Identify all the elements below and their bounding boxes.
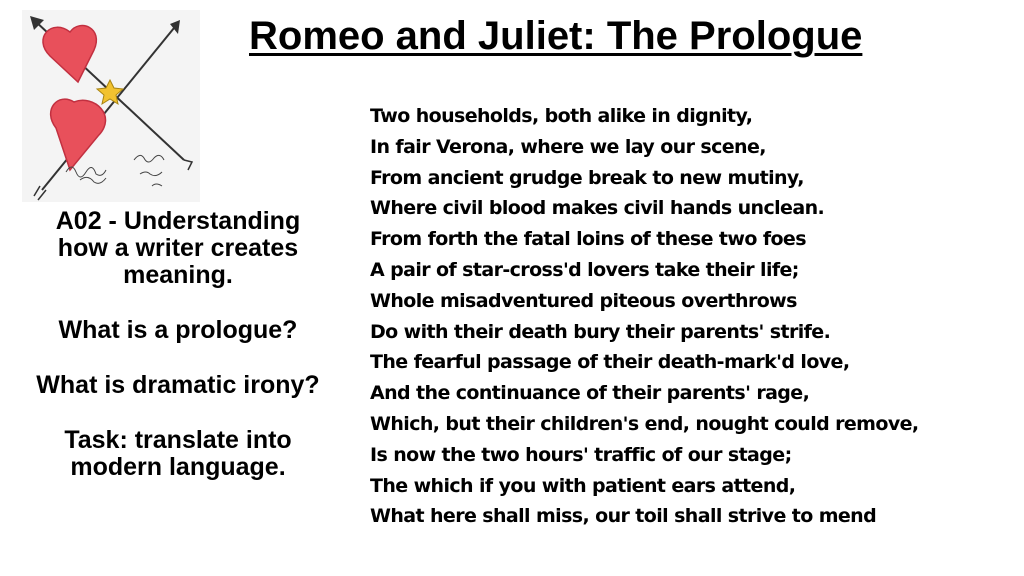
learning-objective: A02 - Understanding how a writer creates meaning. <box>55 207 301 289</box>
poem-line: Is now the two hours' traffic of our stage; <box>370 443 792 466</box>
poem-line: The which if you with patient ears attend, <box>370 474 796 497</box>
task-instruction: Task: translate into modern language. <box>64 426 292 481</box>
poem-line: Which, but their children's end, nought could remove, <box>370 412 919 435</box>
poem-line: From forth the fatal loins of these two foes <box>370 228 806 251</box>
poem-line: Whole misadventured piteous overthrows <box>370 289 797 312</box>
hearts-with-arrows-icon <box>22 10 200 202</box>
poem-line: In fair Verona, where we lay our scene, <box>370 135 766 158</box>
page-title: Romeo and Juliet: The Prologue <box>249 14 863 58</box>
lesson-notes <box>32 208 324 481</box>
poem-line: What here shall miss, our toil shall strive to mend <box>370 505 877 528</box>
poem-line: And the continuance of their parents' rage, <box>370 382 810 405</box>
poem-line: Where civil blood makes civil hands unclean. <box>370 197 825 220</box>
poem-line: The fearful passage of their death-mark'd love, <box>370 351 850 374</box>
question-dramatic-irony: What is dramatic irony? <box>36 371 320 399</box>
prologue-poem <box>370 101 1010 532</box>
poem-line: Do with their death bury their parents' strife. <box>370 320 831 343</box>
question-prologue: What is a prologue? <box>58 316 298 344</box>
poem-line: From ancient grudge break to new mutiny, <box>370 166 804 189</box>
poem-line: Two households, both alike in dignity, <box>370 105 753 127</box>
poem-line: A pair of star-cross'd lovers take their life; <box>370 258 799 281</box>
